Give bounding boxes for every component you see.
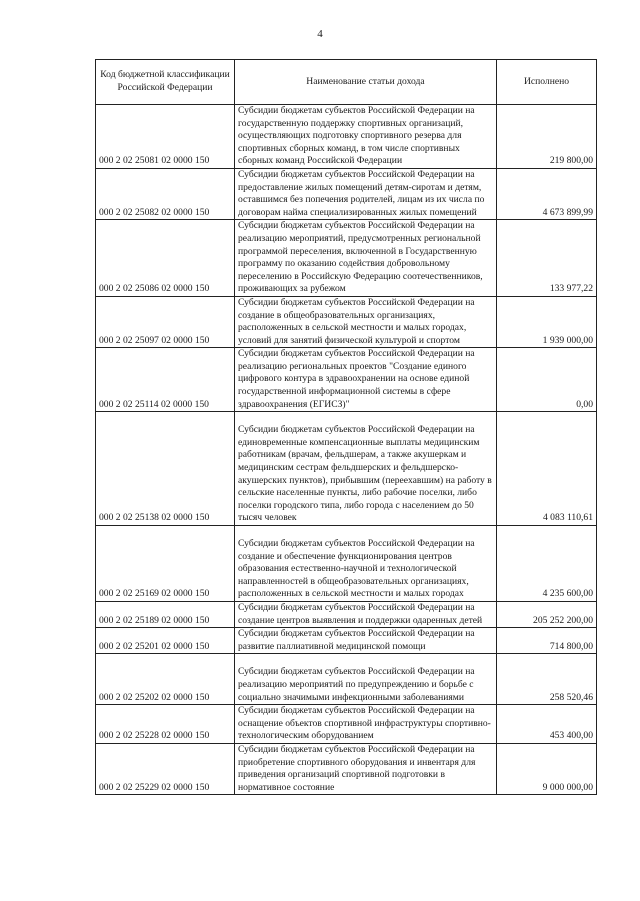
row-value: 4 083 110,61 — [497, 412, 597, 526]
page-number: 4 — [317, 28, 323, 40]
header-code: Код бюджетной классификации Российской Федерации — [96, 60, 235, 105]
row-value: 4 673 899,99 — [497, 168, 597, 219]
table-row — [96, 601, 597, 627]
budget-income-table — [95, 59, 597, 795]
row-value: 219 800,00 — [497, 105, 597, 169]
row-code: 000 2 02 25189 02 0000 150 — [96, 601, 235, 627]
table-row — [96, 654, 597, 705]
row-name: Субсидии бюджетам субъектов Российской Федерации на реализацию мероприятий по предупреждению и борьбе с социально значимыми инфекционными заболеваниями — [235, 654, 497, 705]
table-row — [96, 168, 597, 219]
row-value: 9 000 000,00 — [497, 743, 597, 794]
row-value: 258 520,46 — [497, 654, 597, 705]
row-value: 205 252 200,00 — [497, 601, 597, 627]
row-code: 000 2 02 25081 02 0000 150 — [96, 105, 235, 169]
row-name: Субсидии бюджетам субъектов Российской Федерации на реализацию мероприятий, предусмотренных региональной программой переселения, включенной в Государственную программу по оказанию содействия добровольному переселению в Российскую Федерацию соотечественников, проживающих за рубежом — [235, 220, 497, 297]
row-name: Субсидии бюджетам субъектов Российской Федерации на приобретение спортивного оборудования и инвентаря для приведения организаций спортивной подготовки в нормативное состояние — [235, 743, 497, 794]
table-row — [96, 296, 597, 347]
row-code: 000 2 02 25138 02 0000 150 — [96, 412, 235, 526]
row-code: 000 2 02 25114 02 0000 150 — [96, 348, 235, 412]
table-row — [96, 526, 597, 602]
row-code: 000 2 02 25202 02 0000 150 — [96, 654, 235, 705]
row-name: Субсидии бюджетам субъектов Российской Федерации на развитие паллиативной медицинской помощи — [235, 628, 497, 654]
table-header-row — [96, 60, 597, 105]
row-name: Субсидии бюджетам субъектов Российской Федерации на государственную поддержку спортивных организаций, осуществляющих подготовку спортивного резерва для спортивных сборных команд, в том числе спортивных сборных команд Российской Федерации — [235, 105, 497, 169]
table-row — [96, 412, 597, 526]
row-code: 000 2 02 25097 02 0000 150 — [96, 296, 235, 347]
table-row — [96, 628, 597, 654]
row-value: 453 400,00 — [497, 705, 597, 744]
row-value: 4 235 600,00 — [497, 526, 597, 602]
row-value: 714 800,00 — [497, 628, 597, 654]
row-value: 1 939 000,00 — [497, 296, 597, 347]
row-name: Субсидии бюджетам субъектов Российской Федерации на реализацию региональных проектов "Создание единого цифрового контура в здравоохранении на основе единой государственной информационной системы в сфере здравоохранения (ЕГИСЗ)" — [235, 348, 497, 412]
table-row — [96, 220, 597, 297]
table-row — [96, 348, 597, 412]
row-code: 000 2 02 25082 02 0000 150 — [96, 168, 235, 219]
row-name: Субсидии бюджетам субъектов Российской Федерации на предоставление жилых помещений детям-сиротам и детям, оставшимся без попечения родителей, лицам из их числа по договорам найма специализированных жилых помещений — [235, 168, 497, 219]
row-value: 0,00 — [497, 348, 597, 412]
row-code: 000 2 02 25201 02 0000 150 — [96, 628, 235, 654]
row-code: 000 2 02 25086 02 0000 150 — [96, 220, 235, 297]
row-code: 000 2 02 25228 02 0000 150 — [96, 705, 235, 744]
row-code: 000 2 02 25229 02 0000 150 — [96, 743, 235, 794]
row-name: Субсидии бюджетам субъектов Российской Федерации на создание и обеспечение функционирования центров образования естественно-научной и технологической направленностей в общеобразовательных организациях, расположенных в сельской местности и малых городах — [235, 526, 497, 602]
row-name: Субсидии бюджетам субъектов Российской Федерации на создание в общеобразовательных организациях, расположенных в сельской местности и малых городах, условий для занятий физической культурой и спортом — [235, 296, 497, 347]
row-code: 000 2 02 25169 02 0000 150 — [96, 526, 235, 602]
row-name: Субсидии бюджетам субъектов Российской Федерации на оснащение объектов спортивной инфраструктуры спортивно-технологическим оборудованием — [235, 705, 497, 744]
header-name: Наименование статьи дохода — [235, 60, 497, 105]
row-name: Субсидии бюджетам субъектов Российской Федерации на создание центров выявления и поддержки одаренных детей — [235, 601, 497, 627]
table-row — [96, 105, 597, 169]
table-row — [96, 705, 597, 744]
row-name: Субсидии бюджетам субъектов Российской Федерации на единовременные компенсационные выплаты медицинским работникам (врачам, фельдшерам, а также акушеркам и медицинским сестрам фельдшерских и фельдшерско-акушерских пунктов), прибывшим (переехавшим) на работу в сельские населенные пункты, либо рабочие поселки, либо поселки городского типа, либо города с населением до 50 тысяч человек — [235, 412, 497, 526]
table-row — [96, 743, 597, 794]
row-value: 133 977,22 — [497, 220, 597, 297]
header-value: Исполнено — [497, 60, 597, 105]
